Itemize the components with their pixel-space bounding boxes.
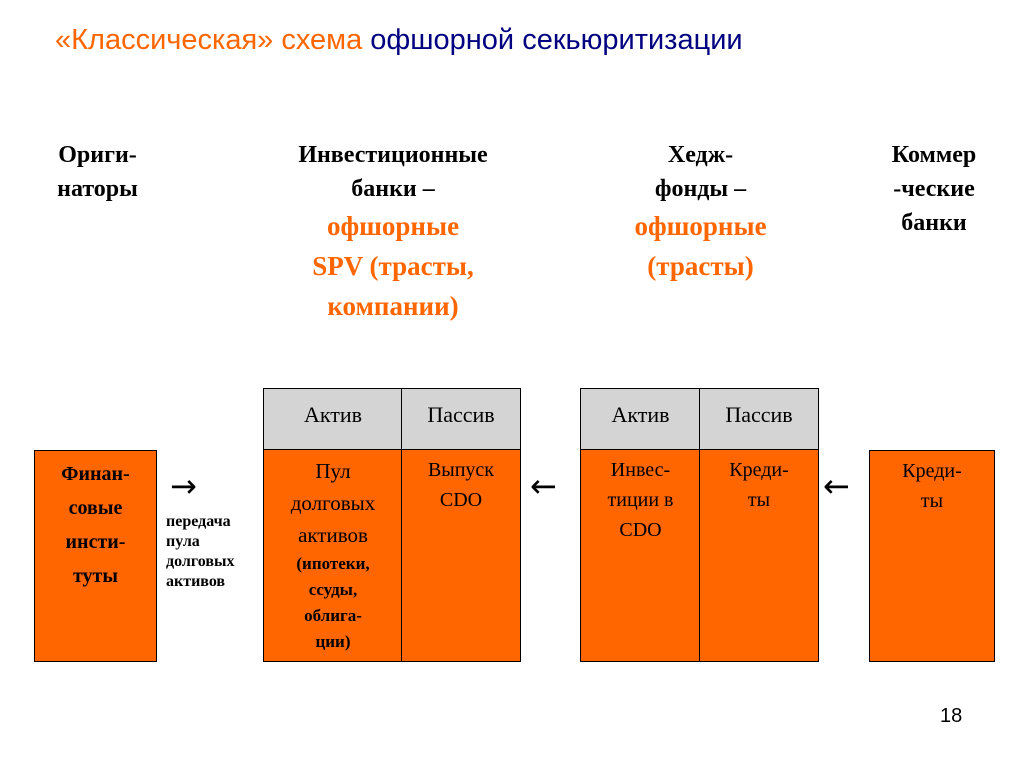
cell-line: CDO [439, 489, 483, 511]
cell-line: ты [747, 489, 771, 511]
box-line: Финан- [61, 463, 130, 485]
transfer-line: пула [166, 533, 200, 550]
cell-detail-line: облига- [304, 606, 362, 625]
transfer-line: передача [166, 513, 231, 530]
transfer-arrow-icon: → [170, 467, 197, 505]
title-accent: «Классическая» схема [55, 24, 363, 56]
cell-line: долговых [290, 491, 376, 515]
box-line: Креди- [902, 460, 962, 482]
heading-investment-banks [262, 138, 524, 326]
cell-line: активов [298, 523, 368, 547]
cell-line: Пул [315, 459, 351, 483]
slide-title [55, 24, 995, 57]
hedge-asset-cell [580, 449, 701, 662]
box-line: совые [68, 497, 123, 519]
heading-originators [30, 138, 165, 206]
heading-hedge-funds [598, 138, 803, 286]
heading-accent-line: офшорные [634, 211, 767, 241]
heading-line: банки – [351, 176, 435, 202]
heading-line: Инвестиционные [298, 142, 488, 168]
heading-line: фонды – [654, 176, 747, 202]
transfer-line: активов [166, 573, 226, 590]
cell-line: Выпуск [427, 459, 495, 481]
cell-line: Инвес- [610, 459, 671, 481]
hedge-liability-header: Пассив [699, 388, 819, 451]
spv-asset-header: Актив [263, 388, 403, 451]
spv-liability-cell [401, 449, 521, 662]
transfer-line: долговых [166, 553, 235, 570]
cell-line: CDO [619, 519, 662, 541]
cell-detail-line: ции) [315, 632, 351, 651]
box-line: туты [73, 565, 118, 587]
page-number: 18 [940, 705, 963, 727]
arrow-left-icon: ← [530, 467, 557, 505]
spv-liability-header: Пассив [401, 388, 521, 451]
cell-line: тиции в [607, 489, 674, 511]
heading-line: Ориги- [58, 142, 137, 168]
hedge-asset-header: Актив [580, 388, 701, 451]
cell-detail-line: ссуды, [308, 580, 358, 599]
box-line: ты [920, 490, 944, 512]
originators-box [34, 450, 157, 662]
cell-detail-line: (ипотеки, [296, 554, 370, 573]
heading-commercial-banks [870, 138, 998, 240]
heading-accent-line: (трасты) [647, 251, 754, 281]
heading-line: Коммер [891, 142, 977, 168]
heading-accent-line: SPV (трасты, [312, 251, 474, 281]
spv-asset-cell [263, 449, 403, 662]
hedge-liability-cell [699, 449, 819, 662]
banks-box [869, 450, 995, 662]
arrow-left-icon: ← [823, 467, 850, 505]
title-main: офшорной секьюритизации [370, 24, 743, 56]
heading-accent-line: компании) [327, 291, 459, 321]
box-line: инсти- [65, 531, 126, 553]
heading-accent-line: офшорные [326, 211, 460, 241]
transfer-label [166, 512, 262, 592]
heading-line: наторы [57, 176, 138, 202]
cell-line: Креди- [729, 459, 789, 481]
heading-line: банки [901, 210, 967, 236]
heading-line: Хедж- [667, 142, 734, 168]
heading-line: -ческие [893, 176, 975, 202]
